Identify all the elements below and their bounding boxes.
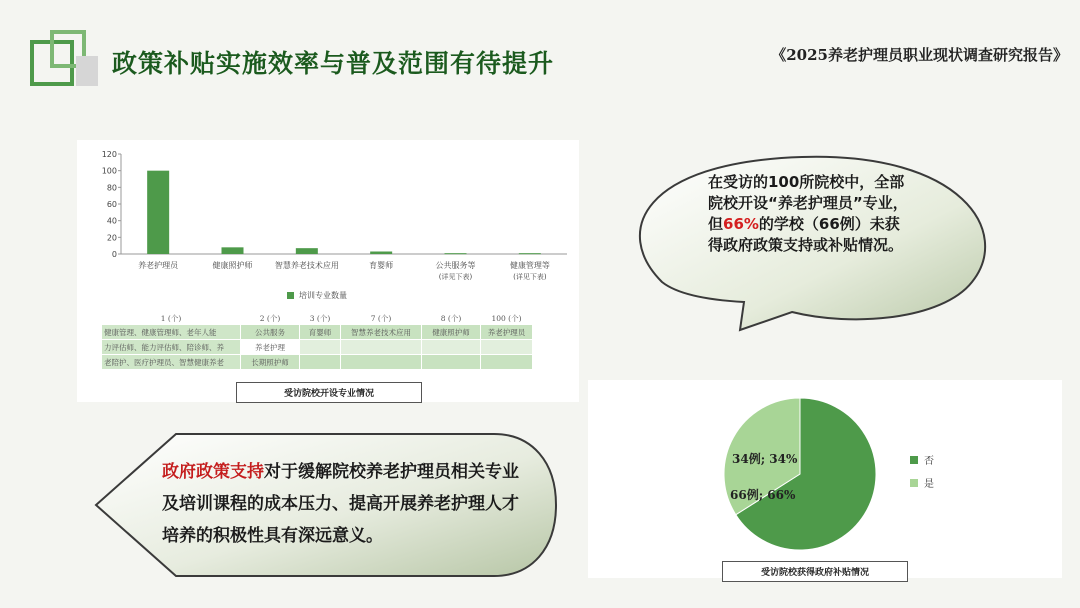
legend-item-yes: 是	[910, 475, 934, 490]
chart-legend	[287, 290, 347, 301]
table-header: 8 (个)	[440, 313, 462, 323]
table-row	[102, 340, 533, 355]
table-cell: 养老护理	[241, 340, 300, 355]
table-cell: 智慧养老技术应用	[341, 325, 422, 340]
table-cell: 健康照护师	[422, 325, 481, 340]
pie-label-yes: 34例; 34%	[732, 452, 798, 466]
x-tick-sublabel: (详见下表)	[438, 273, 473, 281]
x-tick-label: 育婴师	[369, 261, 394, 270]
y-tick-label: 0	[111, 250, 117, 259]
table-header: 2 (个)	[259, 313, 281, 323]
policy-callout	[94, 432, 558, 578]
table-row	[102, 355, 533, 370]
policy-text: 政府政策支持对于缓解院校养老护理员相关专业及培训课程的成本压力、提高开展养老护理人才培养的积极性具有深远意义。	[162, 462, 519, 546]
y-tick-label: 100	[101, 166, 117, 176]
table-cell	[341, 355, 422, 370]
bar	[222, 247, 244, 254]
pie-label-no: 66例; 66%	[730, 488, 796, 502]
page-title: 政策补贴实施效率与普及范围有待提升	[112, 49, 555, 78]
bar-chart-panel	[77, 140, 579, 402]
table-cell: 育婴师	[300, 325, 341, 340]
logo	[30, 30, 100, 92]
table-cell	[481, 340, 533, 355]
x-tick-label: 健康管理等	[509, 261, 550, 270]
table-cell	[300, 355, 341, 370]
specialty-table	[101, 312, 533, 370]
y-tick-label: 60	[106, 200, 117, 209]
bubble-text: 在受访的100所院校中，全部院校开设“养老护理员”专业，但66%的学校（66例）未获得政府政策支持或补贴情况。	[708, 173, 908, 254]
table-cell	[422, 355, 481, 370]
table-cell: 力评估师、能力评估师、陪诊师、养	[102, 340, 241, 355]
table-cell: 养老护理员	[481, 325, 533, 340]
bar	[519, 253, 541, 254]
y-tick-label: 80	[106, 183, 117, 193]
speech-bubble	[632, 152, 994, 332]
table-cell	[341, 340, 422, 355]
x-tick-label: 公共服务等	[435, 261, 476, 270]
table-header: 3 (个)	[309, 313, 331, 323]
y-tick-label: 120	[101, 150, 117, 159]
x-tick-sublabel: (详见下表)	[513, 273, 547, 281]
pie-chart	[588, 380, 1062, 578]
table-cell	[481, 355, 533, 370]
x-tick-label: 智慧养老技术应用	[274, 261, 339, 270]
bar-chart	[77, 140, 579, 290]
table-cell: 老陪护、医疗护理员、智慧健康养老	[102, 355, 241, 370]
table-cell	[422, 340, 481, 355]
legend-label: 培训专业数量	[299, 291, 347, 300]
pie-chart-panel	[588, 380, 1062, 578]
bar	[296, 248, 318, 254]
pie-caption: 受访院校获得政府补贴情况	[722, 561, 908, 582]
legend-swatch	[287, 292, 294, 299]
bar	[445, 253, 467, 254]
table-row	[102, 325, 533, 340]
x-tick-label: 健康照护师	[212, 261, 253, 270]
table-cell: 健康管理、健康管理师、老年人能	[102, 325, 241, 340]
table-header: 1 (个)	[160, 313, 182, 323]
bar	[147, 171, 169, 254]
y-tick-label: 20	[106, 233, 117, 243]
table-cell: 公共服务	[241, 325, 300, 340]
y-tick-label: 40	[106, 216, 117, 226]
table-cell	[300, 340, 341, 355]
chart-caption: 受访院校开设专业情况	[236, 382, 422, 403]
table-header: 100 (个)	[491, 313, 522, 323]
x-tick-label: 养老护理员	[138, 261, 179, 270]
table-cell: 长期照护师	[241, 355, 300, 370]
legend-item-no: 否	[910, 452, 934, 467]
table-header: 7 (个)	[370, 313, 392, 323]
bar	[370, 252, 392, 255]
report-title: 《2025养老护理员职业现状调查研究报告》	[771, 46, 1068, 64]
